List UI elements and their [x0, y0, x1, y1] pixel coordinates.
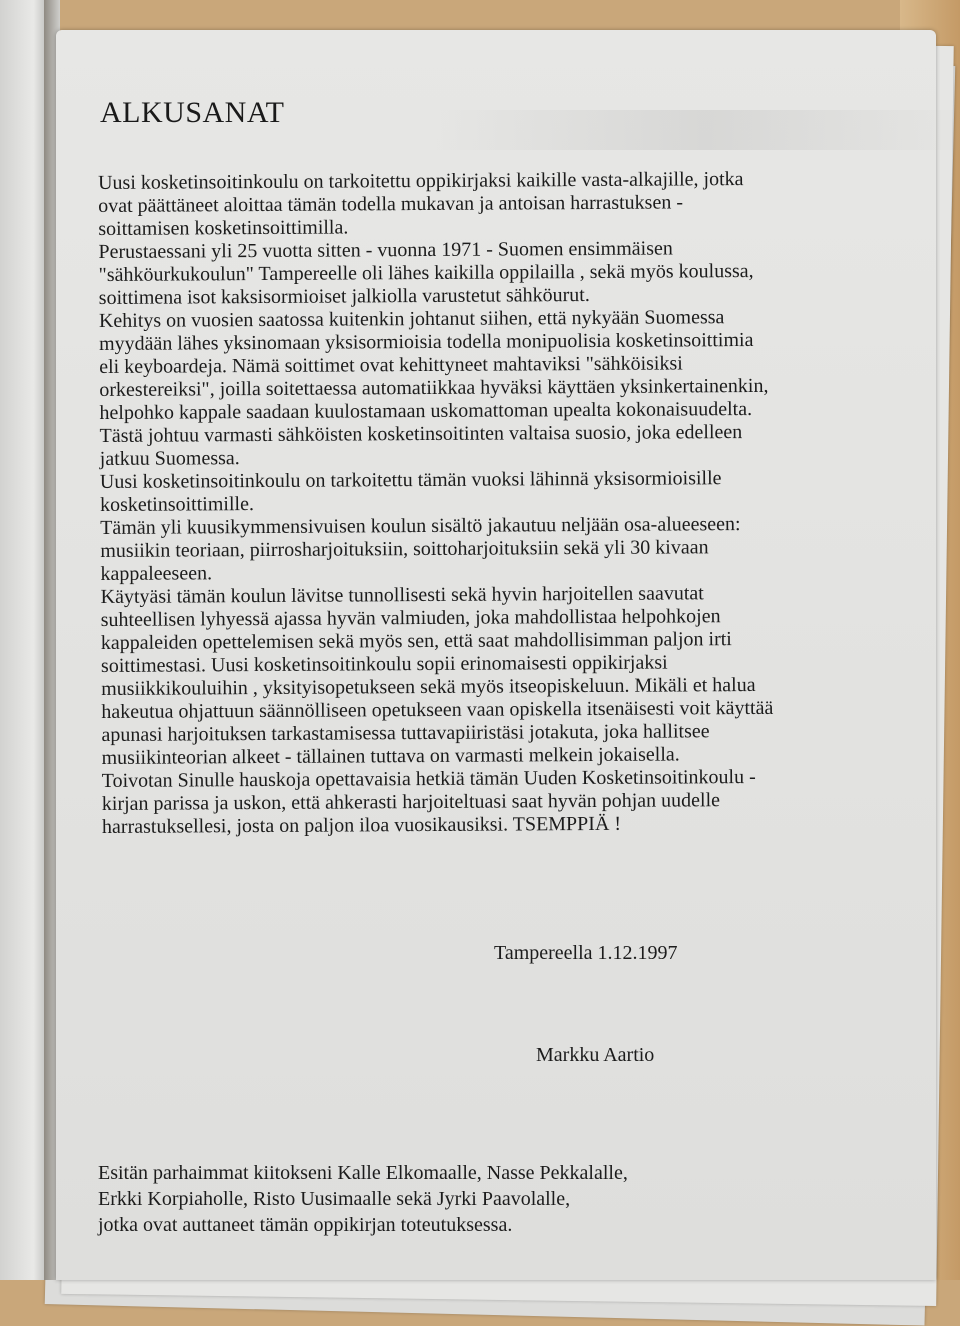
body-line: Uusi kosketinsoitinkoulu on tarkoitettu tämän vuoksi lähinnä yksisormioisille — [99, 467, 722, 493]
body-line: eli keyboardeja. Nämä soittimet ovat kehittyneet mahtaviksi "sähköisiksi — [99, 352, 683, 378]
body-text — [98, 167, 882, 839]
body-line: musiikin teoriaan, piirrosharjoituksiin, soittoharjoituksiin sekä yli 30 kivaan — [100, 536, 709, 562]
acknowledgements — [98, 1160, 878, 1238]
document-page — [56, 30, 936, 1280]
body-line: Toivotan Sinulle hauskoja opettavaisia hetkiä tämän Uuden Kosketinsoitinkoulu - — [101, 765, 756, 792]
body-line: soittimena isot kaksisormioiset jalkiolla varustetut sähköurut. — [98, 283, 590, 309]
acknowledgement-line: Esitän parhaimmat kiitokseni Kalle Elkomaalle, Nasse Pekkalalle, — [98, 1162, 628, 1184]
body-line: kosketinsoittimille. — [99, 493, 254, 516]
body-line: musiikinteorian alkeet - tällainen tuttava on varmasti melkein jokaisella. — [101, 743, 680, 769]
body-line: kappaleeseen. — [100, 562, 213, 585]
body-line: Käytyäsi tämän koulun lävitse tunnollisesti sekä hyvin harjoitellen saavutat — [100, 582, 704, 608]
body-line: Perustaessani yli 25 vuotta sitten - vuonna 1971 - Suomen ensimmäisen — [98, 237, 673, 263]
body-line: Kehitys on vuosien saatossa kuitenkin johtanut siihen, että nykyään Suomessa — [98, 306, 725, 332]
body-line: ovat päättäneet aloittaa tämän todella mukavan ja antoisan harrastuksen - — [98, 191, 684, 217]
page-content — [56, 30, 936, 1280]
body-line: kirjan parissa ja uskon, että ahkerasti harjoiteltuasi saat hyvän pohjan uudelle — [101, 789, 721, 815]
body-line: harrastuksellesi, josta on paljon iloa vuosikausiksi. TSEMPPIÄ ! — [101, 812, 622, 838]
body-line: Tästä johtuu varmasti sähköisten kosketinsoitinten valtaisa suosio, joka edelleen — [99, 421, 743, 447]
body-line: musiikkikouluihin , yksityisopetukseen sekä myös itseopiskeluun. Mikäli et halua — [101, 673, 756, 700]
author-signature: Markku Aartio — [536, 1044, 655, 1066]
body-line: suhteellisen lyhyessä ajassa hyvän valmiuden, joka mahdollistaa helpohkojen — [100, 605, 721, 631]
body-line: Uusi kosketinsoitinkoulu on tarkoitettu oppikirjaksi kaikille vasta-alkajille, jotka — [98, 168, 744, 194]
body-line: kappaleiden opettelemisen sekä myös sen, että saat mahdollisimman paljon irti — [100, 628, 732, 654]
body-line: myydään lähes yksinomaan yksisormioisia todella monipuolisia kosketinsoittimia — [98, 328, 754, 355]
body-line: soittimestasi. Uusi kosketinsoitinkoulu sopii erinomaisesti oppikirjaksi — [100, 651, 668, 677]
acknowledgement-line: Erkki Korpiaholle, Risto Uusimaalle sekä Jyrki Paavolalle, — [98, 1188, 571, 1210]
place-and-date: Tampereella 1.12.1997 — [494, 942, 678, 964]
body-line: orkestereiksi", joilla soitettaessa automatiikkaa hyväksi käyttäen yksinkertainenkin, — [99, 374, 769, 401]
body-line: Tämän yli kuusikymmensivuisen koulun sisältö jakautuu neljään osa-alueeseen: — [100, 513, 741, 539]
body-line: apunasi harjoituksen tarkastamisessa tuttavapiiristäsi jotakuta, joka hallitsee — [101, 720, 710, 746]
facing-page — [0, 0, 48, 1280]
body-line: "sähköurkukoulun" Tampereelle oli lähes kaikilla oppilailla , sekä myös koulussa, — [98, 259, 754, 286]
acknowledgement-line: jotka ovat auttaneet tämän oppikirjan toteutuksessa. — [98, 1214, 513, 1236]
body-line: jatkuu Suomessa. — [99, 447, 240, 470]
body-line: soittamisen kosketinsoittimilla. — [98, 216, 349, 240]
page-title: ALKUSANAT — [100, 96, 285, 129]
body-line: helpohko kappale saadaan kuulostamaan uskomattoman upealta kokonaisuudelta. — [99, 398, 753, 424]
body-line: hakeutua ohjattuun säännölliseen opetukseen vaan opiskella itsenäisesti voit käyttää — [101, 696, 774, 723]
